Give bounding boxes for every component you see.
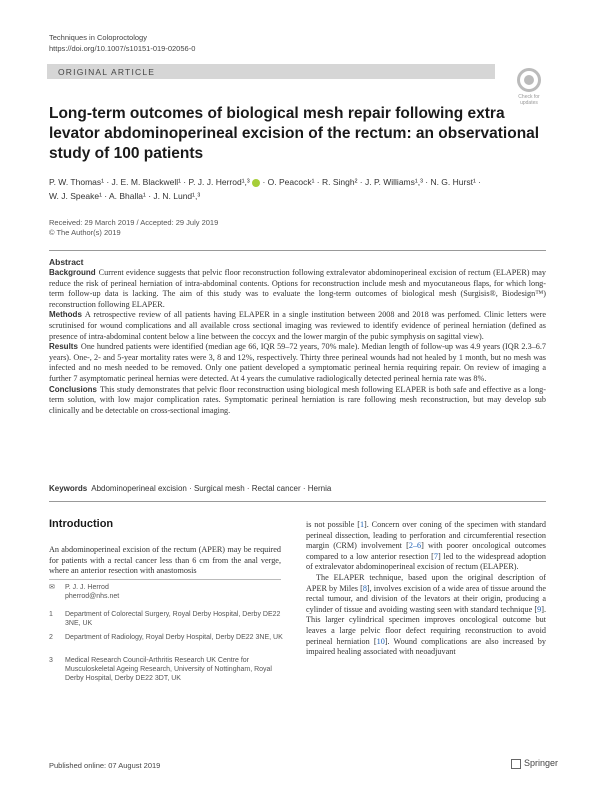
orcid-icon[interactable] <box>252 179 260 187</box>
intro-left-column <box>49 545 281 577</box>
methods-text: A retrospective review of all patients having ELAPER in a single institution between 2008 and 2018 was perfomed. Clinic letters were scrutinised for wound complications and all available cross sectional imaging was reviewed to identify evidence of perineal herniation (defined as presence of intra-abdominal content below a line between the coccyx and the lower margin of the pubic symphysis on sagittal view). <box>49 310 546 341</box>
received-accepted: Received: 29 March 2019 / Accepted: 29 July 2019 <box>49 218 219 227</box>
article-type-label: ORIGINAL ARTICLE <box>58 67 156 77</box>
check-updates-label: Check for updates <box>518 94 540 106</box>
results-label: Results <box>49 342 78 352</box>
check-updates-icon <box>517 68 541 92</box>
authors-line-1b: · O. Peacock¹ · R. Singh² · J. P. Williams¹,³ · N. G. Hurst¹ · <box>260 177 481 187</box>
correspondence-rule <box>49 579 281 580</box>
text-run: ] led to the widespread adoption of extralevator abdominoperineal excision of rectum (ELAPER). <box>306 551 546 572</box>
affiliation-mark: 1 <box>49 611 53 618</box>
abstract-top-rule <box>49 250 546 251</box>
published-online: Published online: 07 August 2019 <box>49 761 161 770</box>
text-run: ]. This larger cylindrical specimen improves oncological outcome but leaves a large pelvic floor defect requiring reconstruction to avoid perineal herniation [ <box>306 604 546 646</box>
keywords-text: Abdominoperineal excision · Surgical mesh · Rectal cancer · Hernia <box>91 484 332 493</box>
text-run: ]. Concern over coning of the specimen with standard perineal dissection, leading to perforation and circumferential resection margin (CRM) involvement [ <box>306 520 546 551</box>
article-dates <box>49 218 218 238</box>
affiliation-mark: 2 <box>49 634 53 641</box>
background-text: Current evidence suggests that pelvic floor reconstruction following extralevator abdominoperineal excision of rectum (ELAPER) may reduce the risk of perineal herniation of intra-abdominal contents. Options for reconstruction include mesh and myocutaneous flaps, for which long-term follow-up data is lacking. The aim of this study was to evaluate the long-term outcomes of biological mesh (Surgisis®, Biodesign™) reconstruction following ELAPER. <box>49 268 546 309</box>
citation-link[interactable]: 10 <box>376 636 385 646</box>
publisher-logo <box>511 758 558 769</box>
correspondence-name: P. J. J. Herrod <box>65 584 109 591</box>
affiliation-text: Medical Research Council-Arthritis Research UK Centre for Musculoskeletal Ageing Research, University of Nottingham, Royal Derby Hospital, Derby DE22 3DT, UK <box>65 657 272 682</box>
abstract-body <box>49 268 546 416</box>
text-run: ]. Wound complications are also increased by impaired healing associated with neoadjuvant <box>306 636 546 657</box>
keywords <box>49 484 331 493</box>
affiliation-mark: 3 <box>49 657 53 664</box>
keywords-label: Keywords <box>49 484 88 493</box>
citation-link[interactable]: 7 <box>433 551 438 561</box>
conclusions-text: This study demonstrates that pelvic floor reconstruction using biological mesh following ELAPER is both safe and effective as a long-term solution, with low major complication rates. Symptomatic perineal herniation is rare following mesh reconstruction, but may develop sub clinically and be detectable on cross-sectional imaging. <box>49 384 546 415</box>
abstract-methods <box>49 310 546 342</box>
copyright: © The Author(s) 2019 <box>49 228 121 237</box>
springer-horse-icon <box>511 759 521 769</box>
affiliation-text: Department of Radiology, Royal Derby Hospital, Derby DE22 3NE, UK <box>65 634 283 641</box>
citation-link[interactable]: 1 <box>359 520 365 529</box>
intro-left-paragraph: An abdominoperineal excision of the rectum (APER) may be required for patients with a rectal cancer less than 6 cm from the anal verge, where an anterior resection with anastomosis <box>49 545 281 576</box>
citation-link[interactable]: 8 <box>362 583 367 593</box>
intro-right-paragraph-1 <box>306 520 546 573</box>
text-run: ] with poorer oncological outcomes compared to a low anterior resection [ <box>306 541 546 561</box>
text-run: ], involves excision of a wide area of tissue around the rectal tumour, and division of the levators at their origin, producing a cylinder of tissue and avoiding wasting seen with standard technique [ <box>306 583 547 614</box>
keywords-bottom-rule <box>49 501 546 502</box>
text-run: The ELAPER technique, based upon the original description of APER by Miles [ <box>306 572 546 593</box>
check-for-updates-badge[interactable] <box>511 68 547 106</box>
author-list <box>49 175 549 203</box>
article-title: Long-term outcomes of biological mesh repair following extra levator abdominoperineal excision of the rectum: an observational study of 100 patients <box>49 105 540 162</box>
affiliation-text: Department of Colorectal Surgery, Royal Derby Hospital, Derby DE22 3NE, UK <box>65 611 281 627</box>
text-run: is not possible [ <box>306 520 360 529</box>
intro-right-column <box>306 520 546 658</box>
publisher-name: Springer <box>524 758 559 768</box>
intro-right-paragraph-2 <box>306 573 546 658</box>
section-heading-introduction: Introduction <box>49 518 114 530</box>
correspondence-email[interactable]: pherrod@nhs.net <box>65 593 120 600</box>
authors-line-1: P. W. Thomas¹ · J. E. M. Blackwell¹ · P. J. J. Herrod¹,³ <box>49 177 253 187</box>
abstract-heading: Abstract <box>49 257 84 267</box>
doi-link[interactable]: https://doi.org/10.1007/s10151-019-02056-0 <box>49 44 196 53</box>
abstract-conclusions <box>49 385 546 417</box>
envelope-icon: ✉ <box>49 584 55 591</box>
journal-name: Techniques in Coloproctology <box>49 33 147 42</box>
methods-label: Methods <box>49 310 82 320</box>
conclusions-label: Conclusions <box>49 384 98 394</box>
background-label: Background <box>49 268 96 277</box>
citation-link[interactable]: 9 <box>537 604 542 614</box>
authors-line-2: W. J. Speake¹ · A. Bhalla¹ · J. N. Lund¹,³ <box>49 191 201 201</box>
citation-link[interactable]: 2–6 <box>408 541 422 551</box>
abstract-results <box>49 342 546 384</box>
results-text: One hundred patients were identified (median age 66, IQR 59–72 years, 70% male). Median length of follow-up was 4.9 years (IQR 2.3–6.7 years). One-, 2- and 5-year mortality rates were 3, 8 and 12%, respectively. Thirty three perineal wounds had not healed by 1 month, but no mesh was infected and no mesh needed to be removed. Only one patient developed a symptomatic perineal hernia requiring repair. On review of imaging a further 7 asymptomatic perineal hernias were detected. At 4 years the cumulative radiologically detected perineal hernia rate was 8%. <box>49 342 546 383</box>
abstract-background <box>49 268 546 310</box>
